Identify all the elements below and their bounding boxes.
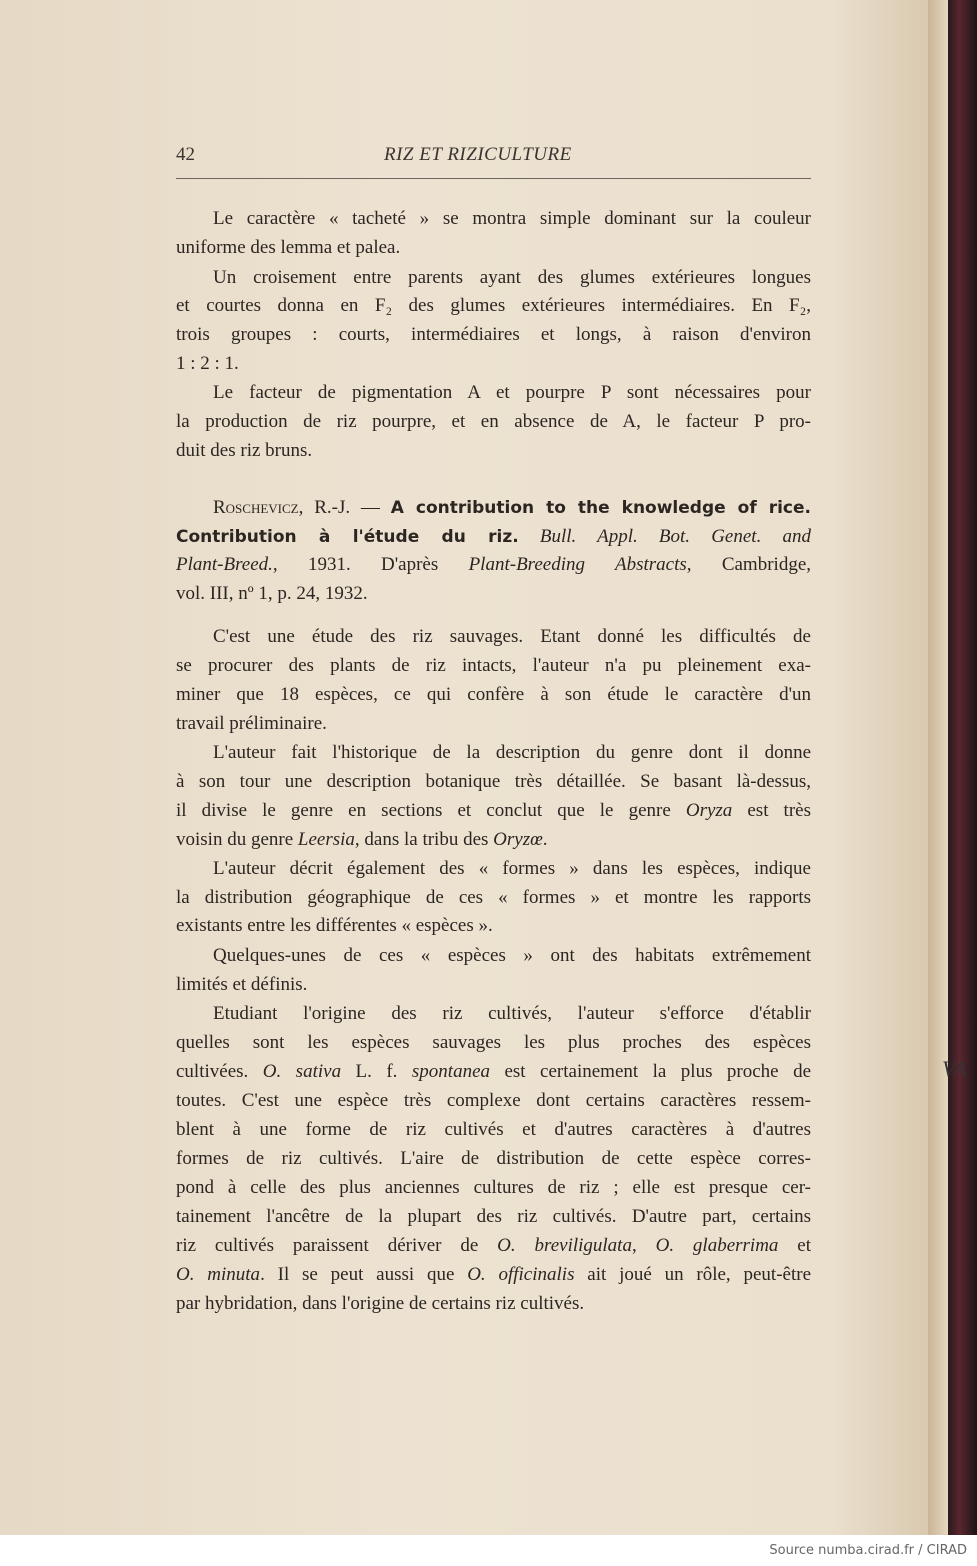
footer xyxy=(0,1535,977,1566)
text-line: Le caractère « tacheté » se montra simple dominant sur la couleur xyxy=(213,208,811,229)
text-line: Etudiant l'origine des riz cultivés, l'auteur s'efforce d'établir xyxy=(213,1003,811,1024)
facing-page-text: VA xyxy=(942,1056,968,1081)
text-line: il divise le genre en sections et conclut que le genre Oryza est très xyxy=(176,800,811,821)
text-line: limités et définis. xyxy=(176,974,308,995)
text-line: Plant-Breed., 1931. D'après Plant-Breeding Abstracts, Cambridge, xyxy=(176,554,811,575)
running-title: RIZ ET RIZICULTURE xyxy=(384,144,572,165)
text-line: trois groupes : courts, intermédiaires et longs, à raison d'environ xyxy=(176,324,811,345)
text-line: voisin du genre Leersia, dans la tribu des Oryzœ. xyxy=(176,829,548,850)
text-line: Contribution à l'étude du riz. Bull. Appl. Bot. Genet. and xyxy=(176,526,811,547)
book-cover xyxy=(948,0,977,1535)
text-line: pond à celle des plus anciennes cultures de riz ; elle est presque cer- xyxy=(176,1177,811,1198)
text-line: L'auteur fait l'historique de la description du genre dont il donne xyxy=(213,742,811,763)
text-line: se procurer des plants de riz intacts, l'auteur n'a pu pleinement exa- xyxy=(176,655,811,676)
text-line: O. minuta. Il se peut aussi que O. officinalis ait joué un rôle, peut-être xyxy=(176,1264,811,1285)
text-line: Un croisement entre parents ayant des glumes extérieures longues xyxy=(213,267,811,288)
text-line: C'est une étude des riz sauvages. Etant donné les difficultés de xyxy=(213,626,811,647)
text-line: 1 : 2 : 1. xyxy=(176,353,239,374)
header-rule xyxy=(176,178,811,179)
text-line: à son tour une description botanique très détaillée. Se basant là-dessus, xyxy=(176,771,811,792)
text-line: duit des riz bruns. xyxy=(176,440,313,461)
text-line: tainement l'ancêtre de la plupart des riz cultivés. D'autre part, certains xyxy=(176,1206,811,1227)
text-line: la production de riz pourpre, et en absence de A, le facteur P pro- xyxy=(176,411,811,432)
text-line: uniforme des lemma et palea. xyxy=(176,237,401,258)
page-number: 42 xyxy=(176,144,195,165)
text-line: quelles sont les espèces sauvages les plus proches des espèces xyxy=(176,1032,811,1053)
page-edge xyxy=(928,0,948,1535)
source-credit: Source numba.cirad.fr / CIRAD xyxy=(769,1543,967,1558)
text-line: Roschevicz, R.-J. — A contribution to the knowledge of rice. xyxy=(213,497,811,518)
text-line: riz cultivés paraissent dériver de O. breviligulata, O. glaberrima et xyxy=(176,1235,812,1256)
text-line: formes de riz cultivés. L'aire de distribution de cette espèce corres- xyxy=(176,1148,811,1169)
text-line: miner que 18 espèces, ce qui confère à son étude le caractère d'un xyxy=(176,684,811,705)
text-line: L'auteur décrit également des « formes » dans les espèces, indique xyxy=(213,858,811,879)
text-line: cultivées. O. sativa L. f. spontanea est certainement la plus proche de xyxy=(176,1061,812,1082)
text-line: Quelques-unes de ces « espèces » ont des habitats extrêmement xyxy=(213,945,811,966)
text-line: travail préliminaire. xyxy=(176,713,327,734)
text-line: existants entre les différentes « espèces ». xyxy=(176,915,493,936)
text-line: et courtes donna en F₂ des glumes extérieures intermédiaires. En F₂, xyxy=(176,295,811,316)
text-line: Le facteur de pigmentation A et pourpre P sont nécessaires pour xyxy=(213,382,811,403)
text-line: la distribution géographique de ces « formes » et montre les rapports xyxy=(176,887,811,908)
text-line: vol. III, nº 1, p. 24, 1932. xyxy=(176,583,368,604)
text-line: blent à une forme de riz cultivés et d'autres caractères à d'autres xyxy=(176,1119,811,1140)
text-line: par hybridation, dans l'origine de certains riz cultivés. xyxy=(176,1293,585,1314)
text-line: toutes. C'est une espèce très complexe dont certains caractères ressem- xyxy=(176,1090,811,1111)
